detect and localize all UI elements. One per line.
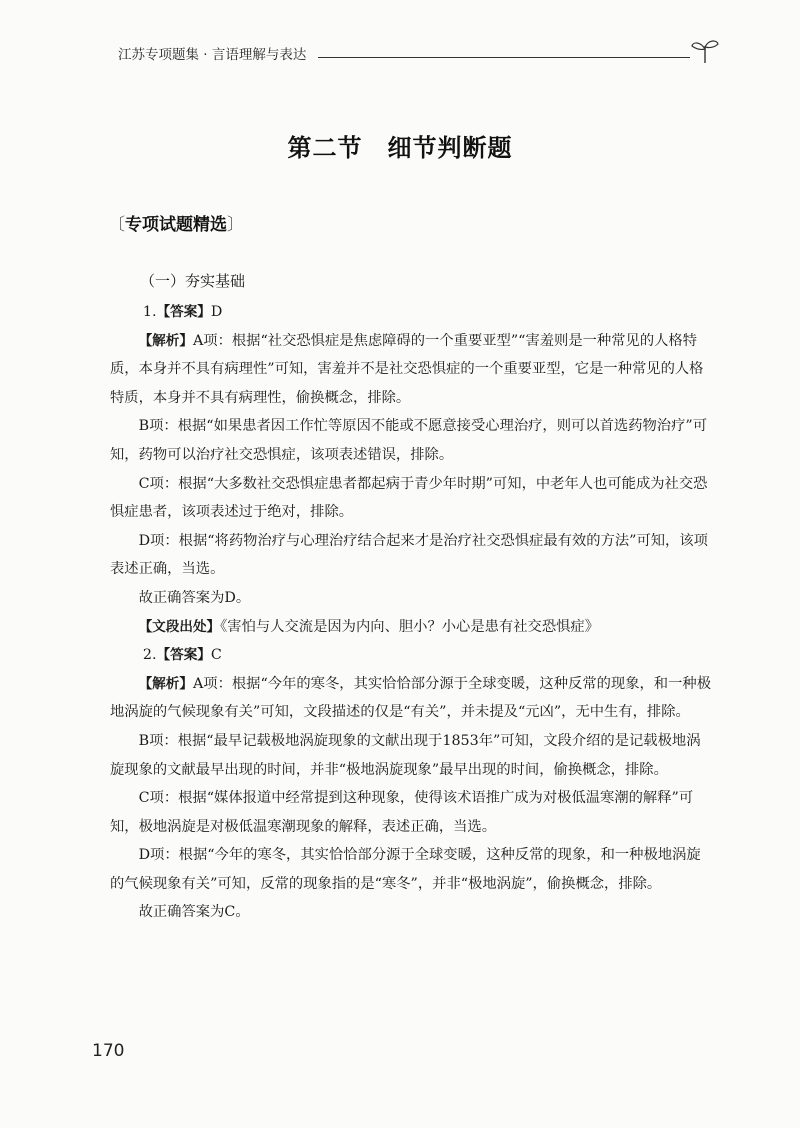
q2-option-d: D项：根据“今年的寒冬，其实恰恰部分源于全球变暖，这种反常的现象，和一种极地涡旋的气候现象有关”可知，反常的现象指的是“寒冬”，并非“极地涡旋”，偷换概念，排除。 <box>110 847 701 892</box>
header-rule <box>318 57 690 58</box>
answer-body <box>110 298 712 927</box>
q2-conclusion: 故正确答案为C。 <box>138 904 250 921</box>
q1-conclusion: 故正确答案为D。 <box>138 589 251 606</box>
q1-answer-label: 【答案】 <box>156 304 211 320</box>
q1-option-a: A项：根据“社交恐惧症是焦虑障碍的一个重要亚型”“害羞则是一种常见的人格特质，本身并不具有病理性”可知，害羞并不是社交恐惧症的一个重要亚型，它是一种常见的人格特质，本身并不具有病理性，偷换概念，排除。 <box>110 332 704 406</box>
q2-option-a: A项：根据“今年的寒冬，其实恰恰部分源于全球变暖，这种反常的现象，和一种极地涡旋的气候现象有关”可知，文段描述的仅是“有关”，并未提及“元凶”，无中生有，排除。 <box>110 675 711 721</box>
q1-option-c: C项：根据“大多数社交恐惧症患者都起病于青少年时期”可知，中老年人也可能成为社交恐惧症患者，该项表述过于绝对，排除。 <box>110 475 708 521</box>
q1-source-title: 《害怕与人交流是因为内向、胆小？小心是患有社交恐惧症》 <box>220 618 600 635</box>
q1-source <box>110 613 712 642</box>
q2-analysis-label: 【解析】 <box>138 675 193 692</box>
q2-analysis-a <box>110 670 712 727</box>
section-title: 第二节 细节判断题 <box>287 134 513 162</box>
q2-answer-label: 【答案】 <box>156 647 211 664</box>
q2-answer <box>110 641 712 670</box>
q1-analysis-a <box>110 327 712 413</box>
q2-option-c: C项：根据“媒体报道中经常提到这种现象，使得该术语推广成为对极低温寒潮的解释”可知，极地涡旋是对极低温寒潮现象的解释，表述正确，当选。 <box>110 790 694 835</box>
bracket-close: 〕 <box>227 215 244 235</box>
selection-label: 专项试题精选 <box>125 215 227 235</box>
running-title: 江苏专项题集 · 言语理解与表达 <box>118 47 307 63</box>
q1-source-label: 【文段出处】 <box>138 618 221 635</box>
page-number: 170 <box>92 1041 125 1061</box>
subsection-heading: （一）夯实基础 <box>140 272 246 290</box>
q1-number: 1. <box>142 304 157 320</box>
q1-option-b: B项：根据“如果患者因工作忙等原因不能或不愿意接受心理治疗，则可以首选药物治疗”可知，药物可以治疗社交恐惧症，该项表述错误，排除。 <box>110 418 707 463</box>
q2-number: 2. <box>142 647 157 664</box>
q1-analysis-label: 【解析】 <box>138 332 193 349</box>
bracket-open: 〔 <box>108 215 125 235</box>
q1-answer <box>110 298 712 327</box>
sprout-icon <box>690 37 720 65</box>
q2-option-b: B项：根据“最早记载极地涡旋现象的文献出现于1853年”可知，文段介绍的是记载极地涡旋现象的文献最早出现的时间，并非“极地涡旋现象”最早出现的时间，偷换概念，排除。 <box>110 732 701 778</box>
selection-heading <box>108 210 244 235</box>
q1-answer-value: D <box>210 304 223 320</box>
q1-option-d: D项：根据“将药物治疗与心理治疗结合起来才是治疗社交恐惧症最有效的方法”可知，该项表述正确，当选。 <box>110 532 708 578</box>
running-header <box>118 37 720 67</box>
q2-answer-value: C <box>210 647 222 664</box>
